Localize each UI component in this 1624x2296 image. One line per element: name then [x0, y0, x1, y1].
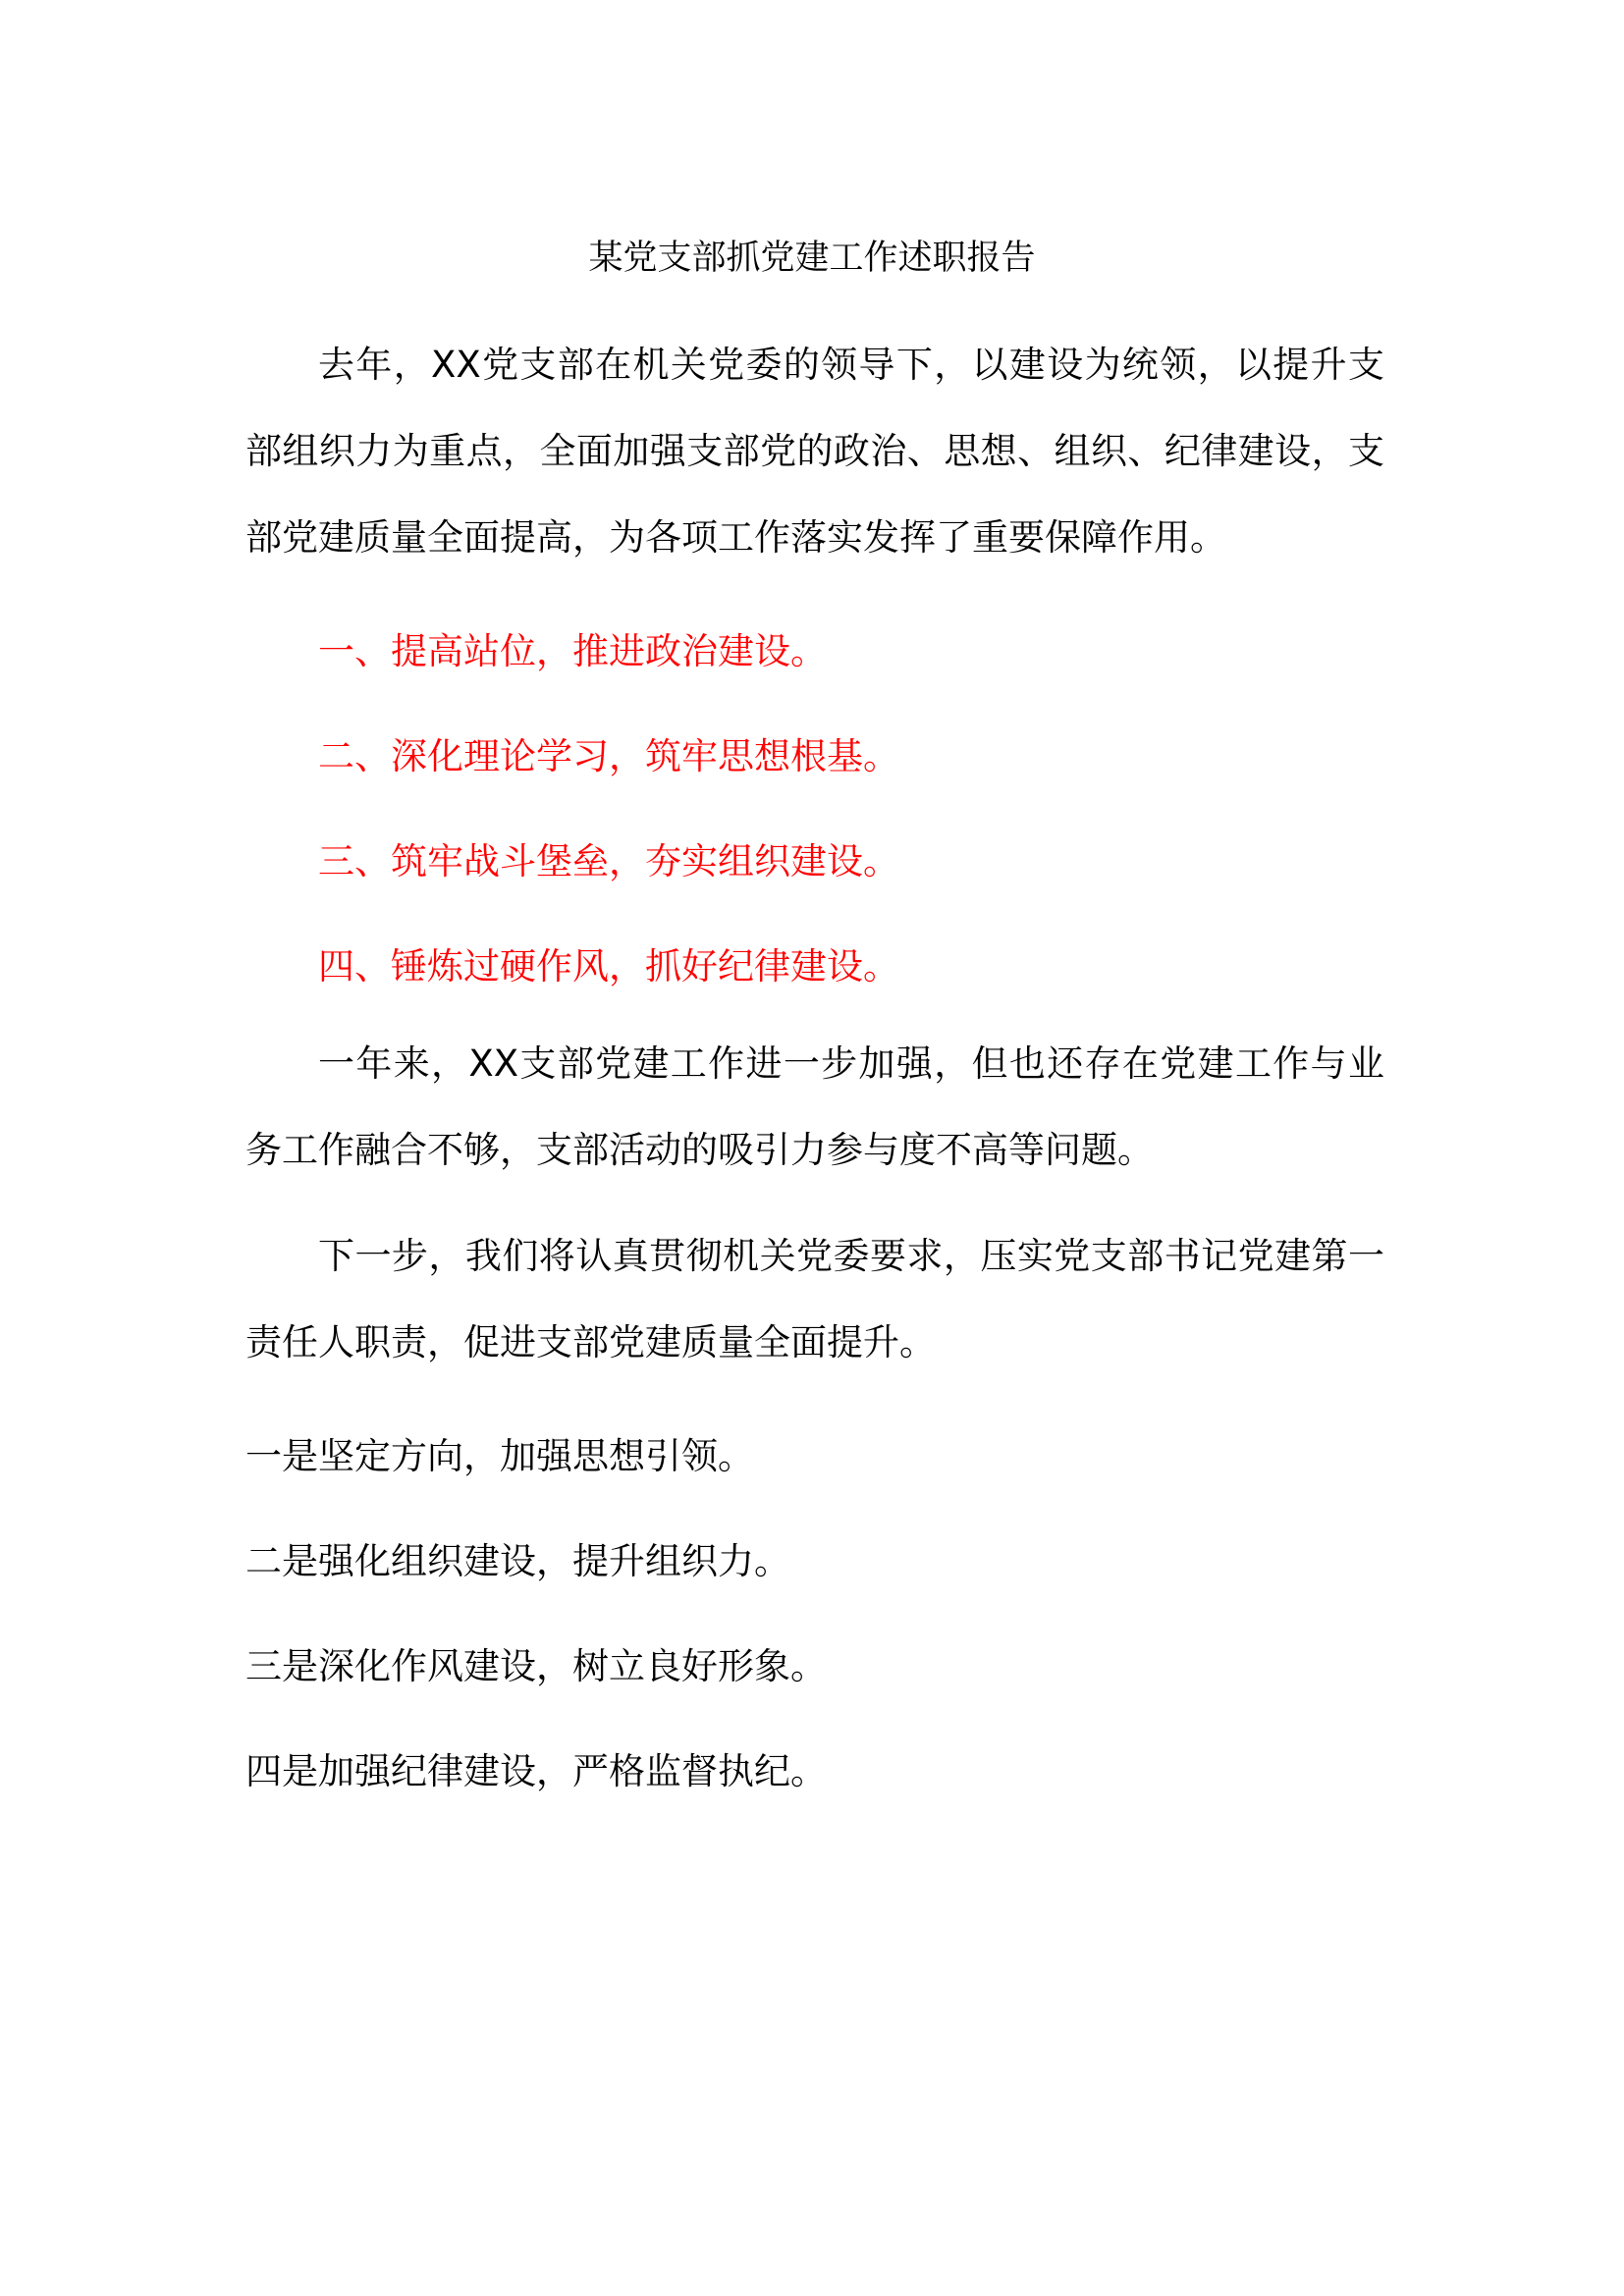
- section-headings: [245, 599, 1384, 1019]
- intro-section: [245, 322, 1384, 581]
- next-step-paragraph: 下一步，我们将认真贯彻机关党委要求，压实党支部书记党建第一责任人职责，促进支部党建质量全面提升。: [245, 1235, 1384, 1363]
- action-points: [245, 1404, 1384, 1824]
- summary-paragraph: 一年来，XX支部党建工作进一步加强，但也还存在党建工作与业务工作融合不够，支部活动的吸引力参与度不高等问题。: [245, 1042, 1384, 1171]
- section-heading-3: 三、筑牢战斗堡垒，夯实组织建设。: [318, 840, 899, 882]
- section-heading-2: 二、深化理论学习，筑牢思想根基。: [318, 735, 899, 777]
- summary-section: [245, 1021, 1384, 1194]
- section-heading-1: 一、提高站位，推进政治建设。: [318, 630, 827, 672]
- action-point-4: 四是加强纪律建设，严格监督执纪。: [245, 1750, 827, 1792]
- action-point-3: 三是深化作风建设，树立良好形象。: [245, 1645, 827, 1687]
- intro-paragraph: 去年，XX党支部在机关党委的领导下，以建设为统领，以提升支部组织力为重点，全面加强支部党的政治、思想、组织、纪律建设，支部党建质量全面提高，为各项工作落实发挥了重要保障作用。: [245, 344, 1384, 559]
- document-title: 某党支部抓党建工作述职报告: [588, 239, 1036, 278]
- next-step-section: [245, 1213, 1384, 1386]
- action-point-1: 一是坚定方向，加强思想引领。: [245, 1435, 754, 1477]
- action-point-2: 二是强化组织建设，提升组织力。: [245, 1540, 790, 1582]
- section-heading-4: 四、锤炼过硬作风，抓好纪律建设。: [318, 945, 899, 988]
